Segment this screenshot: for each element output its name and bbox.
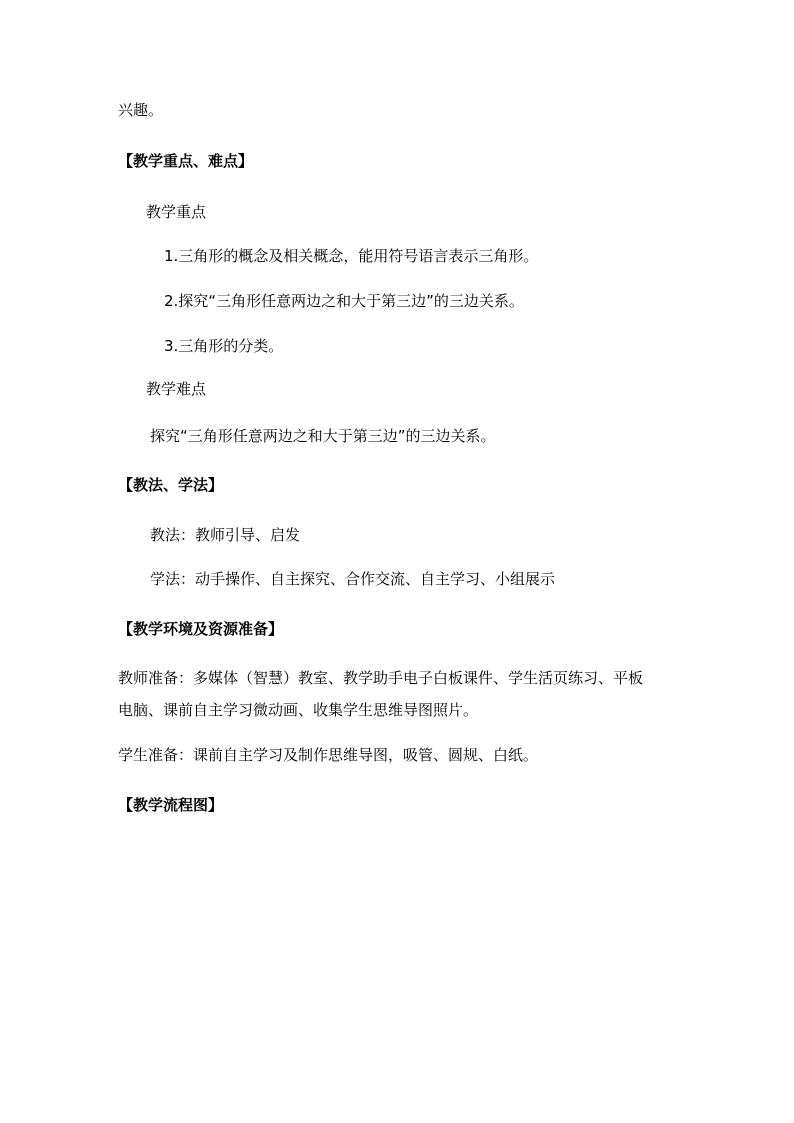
student-prep-text: 学生准备：课前自主学习及制作思维导图，吸管、圆规、白纸。	[118, 746, 539, 764]
teaching-method-text: 教法：教师引导、启发	[150, 526, 301, 544]
intro-tail-text: 兴趣。	[118, 101, 164, 119]
section-heading-methods: 【教法、学法】	[118, 476, 224, 494]
teacher-prep-line-2: 电脑、课前自主学习微动画、收集学生思维导图照片。	[118, 701, 479, 719]
section-heading-resources: 【教学环境及资源准备】	[118, 620, 284, 638]
focus-label: 教学重点	[146, 203, 207, 221]
focus-item-3: 3.三角形的分类。	[164, 337, 284, 355]
teacher-prep-line-1: 教师准备：多媒体（智慧）教室、教学助手电子白板课件、学生活页练习、平板	[118, 669, 644, 687]
learning-method-text: 学法：动手操作、自主探究、合作交流、自主学习、小组展示	[150, 570, 556, 588]
difficulty-text: 探究“三角形任意两边之和大于第三边”的三边关系。	[150, 427, 496, 445]
section-heading-flowchart: 【教学流程图】	[118, 796, 224, 814]
difficulty-label: 教学难点	[146, 380, 207, 398]
focus-item-1: 1.三角形的概念及相关概念，能用符号语言表示三角形。	[164, 247, 539, 265]
section-heading-key-points: 【教学重点、难点】	[118, 152, 254, 170]
focus-item-2: 2.探究“三角形任意两边之和大于第三边”的三边关系。	[164, 292, 524, 310]
